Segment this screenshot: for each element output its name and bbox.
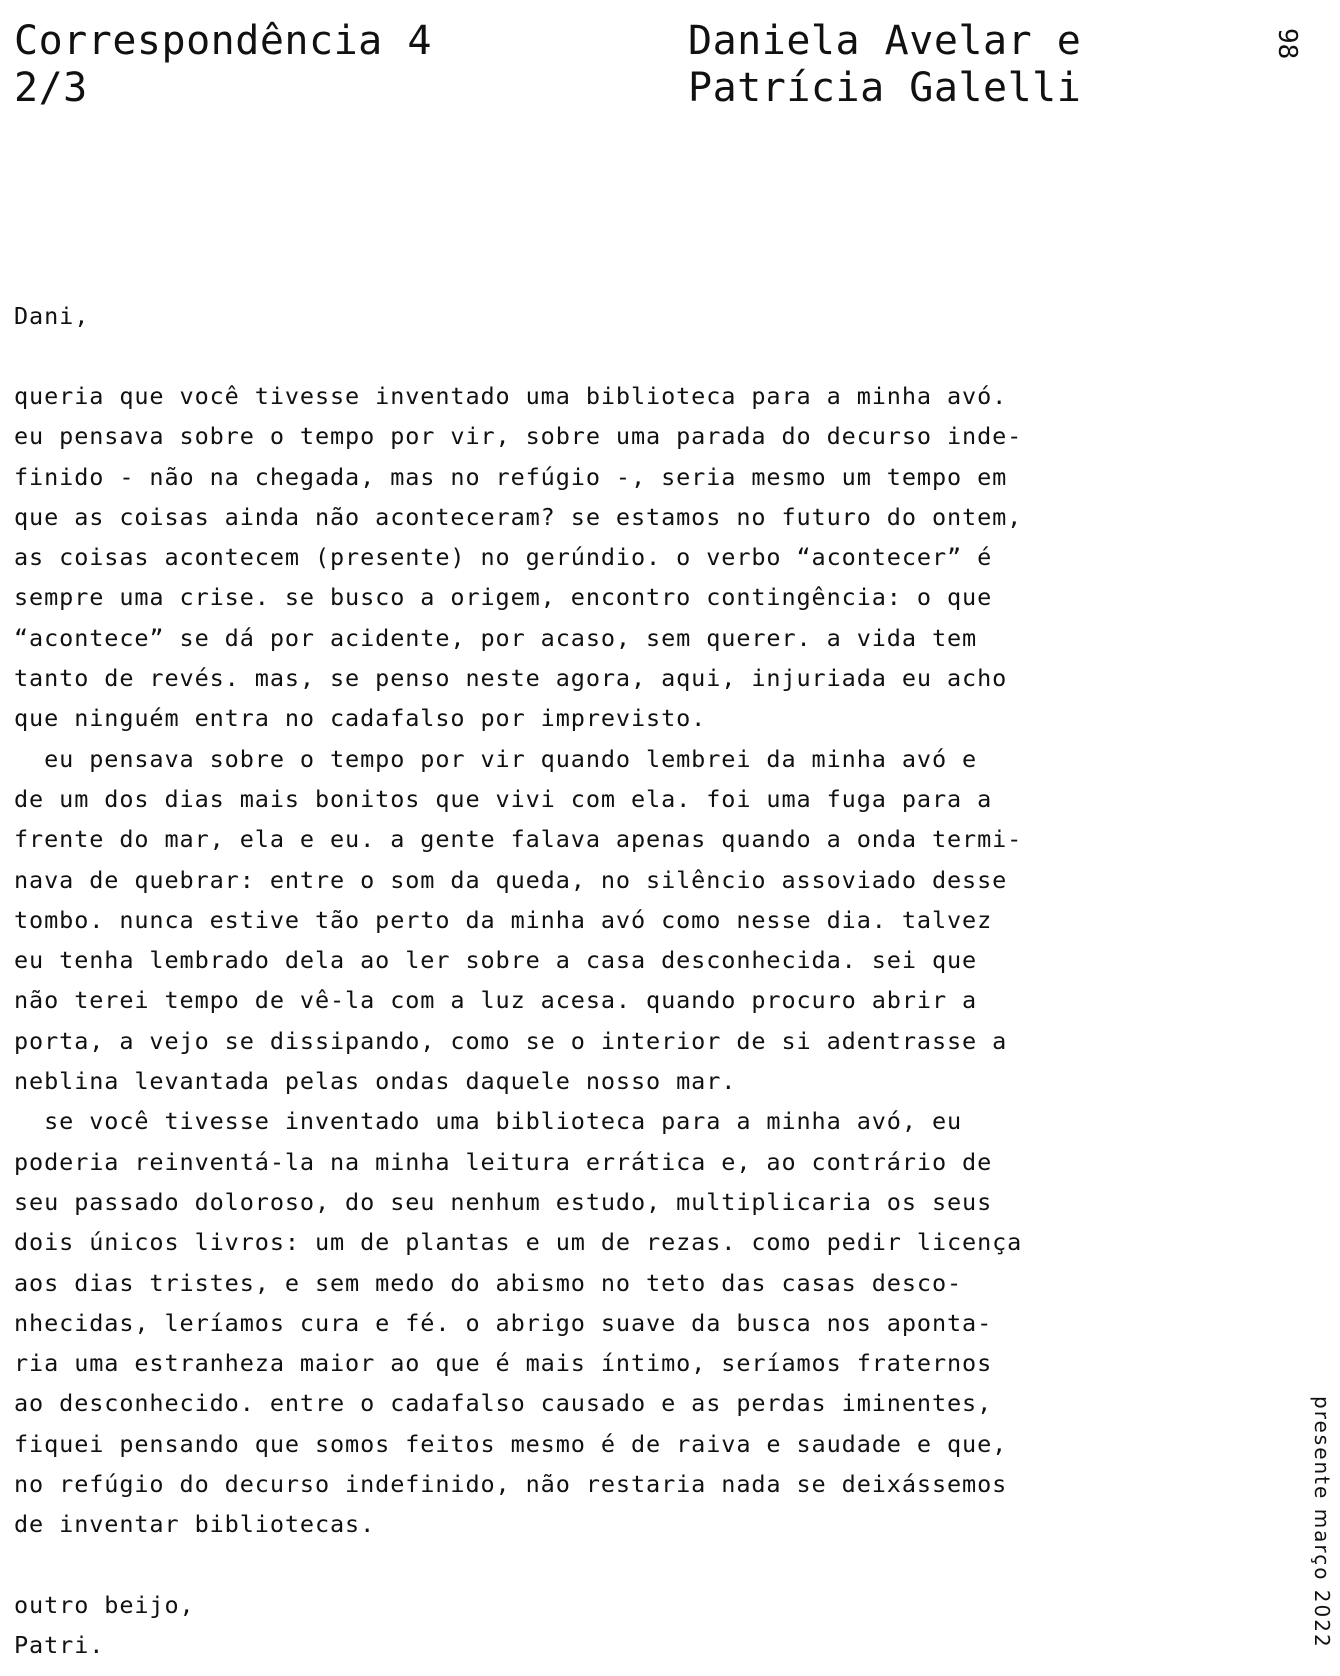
text-line: nava de quebrar: entre o som da queda, no silêncio assoviado desse xyxy=(14,865,1008,894)
text-line: eu pensava sobre o tempo por vir, sobre uma parada do decurso inde- xyxy=(14,422,1023,451)
letter-text xyxy=(14,376,1023,1545)
text-line: eu tenha lembrado dela ao ler sobre a casa desconhecida. sei que xyxy=(14,946,978,975)
text-line: poderia reinventá-la na minha leitura errática e, ao contrário de xyxy=(14,1147,993,1176)
text-line: se você tivesse inventado uma biblioteca para a minha avó, eu xyxy=(14,1107,963,1136)
issue-label: presente março 2022 xyxy=(1310,1396,1334,1649)
text-line: queria que você tivesse inventado uma biblioteca para a minha avó. xyxy=(14,382,1008,410)
signature: Patri. xyxy=(14,1630,105,1659)
text-line: no refúgio do decurso indefinido, não restaria nada se deixássemos xyxy=(14,1470,1008,1499)
text-line: ria uma estranheza maior ao que é mais íntimo, seríamos fraternos xyxy=(14,1349,993,1378)
text-line: dois únicos livros: um de plantas e um de rezas. como pedir licença xyxy=(14,1228,1023,1257)
authors xyxy=(688,18,1081,112)
text-line: que as coisas ainda não aconteceram? se estamos no futuro do ontem, xyxy=(14,502,1023,531)
text-line: “acontece” se dá por acidente, por acaso, sem querer. a vida tem xyxy=(14,623,978,652)
text-line: fiquei pensando que somos feitos mesmo é de raiva e saudade e que, xyxy=(14,1429,1008,1458)
author-line: Daniela Avelar e xyxy=(688,18,1082,64)
page-number: 98 xyxy=(1272,28,1302,60)
text-line: nhecidas, leríamos cura e fé. o abrigo suave da busca nos aponta- xyxy=(14,1308,993,1337)
text-line: frente do mar, ela e eu. a gente falava apenas quando a onda termi- xyxy=(14,825,1023,854)
title-line: Correspondência 4 xyxy=(14,18,432,64)
text-line: de inventar bibliotecas. xyxy=(14,1510,376,1539)
letter-body xyxy=(14,296,1023,1665)
text-line: tanto de revés. mas, se penso neste agora, aqui, injuriada eu acho xyxy=(14,664,1008,693)
text-line: ao desconhecido. entre o cadafalso causado e as perdas iminentes, xyxy=(14,1389,993,1418)
salutation: Dani, xyxy=(14,302,90,330)
text-line: aos dias tristes, e sem medo do abismo no teto das casas desco- xyxy=(14,1268,963,1297)
text-line: porta, a vejo se dissipando, como se o interior de si adentrasse a xyxy=(14,1026,1008,1055)
text-line: de um dos dias mais bonitos que vivi com ela. foi uma fuga para a xyxy=(14,784,993,813)
text-line: que ninguém entra no cadafalso por imprevisto. xyxy=(14,704,707,733)
text-line: seu passado doloroso, do seu nenhum estudo, multiplicaria os seus xyxy=(14,1187,993,1216)
part-indicator: 2/3 xyxy=(14,65,88,111)
author-line: Patrícia Galelli xyxy=(688,65,1082,111)
text-line: não terei tempo de vê-la com a luz acesa. quando procuro abrir a xyxy=(14,986,978,1015)
text-line: neblina levantada pelas ondas daquele nosso mar. xyxy=(14,1067,737,1096)
text-line: sempre uma crise. se busco a origem, encontro contingência: o que xyxy=(14,583,993,612)
text-line: as coisas acontecem (presente) no gerúndio. o verbo “acontecer” é xyxy=(14,543,993,572)
text-line: tombo. nunca estive tão perto da minha avó como nesse dia. talvez xyxy=(14,905,993,934)
document-title xyxy=(14,18,432,112)
text-line: eu pensava sobre o tempo por vir quando lembrei da minha avó e xyxy=(14,744,978,773)
closing-phrase: outro beijo, xyxy=(14,1590,195,1619)
text-line: finido - não na chegada, mas no refúgio -, seria mesmo um tempo em xyxy=(14,462,1008,491)
closing xyxy=(14,1585,1004,1665)
